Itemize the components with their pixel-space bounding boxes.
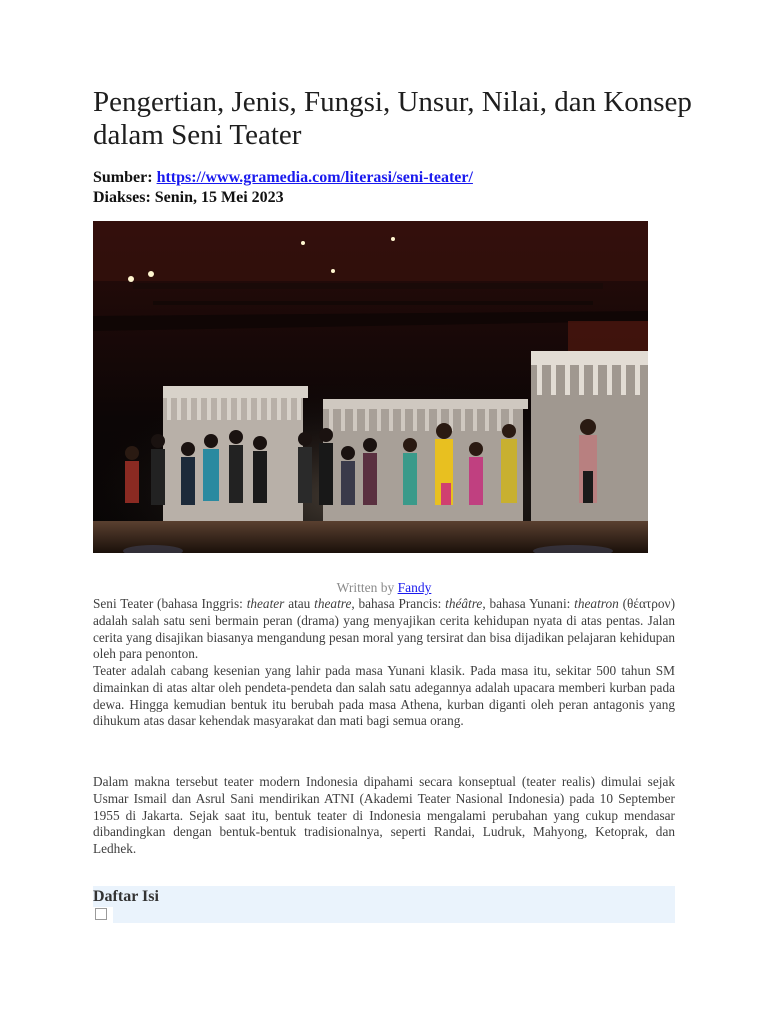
paragraph-intro [93,596,675,663]
italic-term: theatron [574,596,619,611]
italic-term: theatre [314,596,352,611]
paragraph-history: Teater adalah cabang kesenian yang lahir pada masa Yunani klasik. Pada masa itu, sekitar 500 tahun SM dimainkan di atas altar oleh pendeta-pendeta dan salah satu adegannya adalah upacara memberi kurban pada dewa. Hingga kemudian bentuk itu berubah pada masa Athena, kurban diganti oleh peran antagonis yang dihukum atas dasar kehendak masyarakat dan mati bagi semua orang. [93,663,675,729]
toc-title[interactable]: Daftar Isi [93,888,159,905]
text-segment: (θέατρον) adalah salah satu seni bermain peran (drama) yang menyajikan cerita kehidupan nyata di atas pentas. Jalan cerita yang disajikan biasanya mengandung pesan moral yang tersirat dan bisa dijadikan pelajaran kehidupan oleh para penonton. [93,596,675,662]
italic-term: theater [246,596,285,611]
text-segment: Seni Teater (bahasa Inggris: [93,596,243,611]
accessed-date: Senin, 15 Mei 2023 [154,189,284,206]
page-title: Pengertian, Jenis, Fungsi, Unsur, Nilai, dan Konsep dalam Seni Teater [93,86,692,151]
text-segment: , bahasa Yunani: [482,596,571,611]
source-link[interactable]: https://www.gramedia.com/literasi/seni-teater/ [156,169,473,186]
italic-term: théâtre [445,596,483,611]
text-segment: , bahasa Prancis: [351,596,442,611]
author-link[interactable]: Fandy [397,580,432,595]
accessed-label: Diakses: [93,189,151,206]
table-of-contents [93,886,675,923]
checkbox-icon[interactable] [95,908,107,920]
source-label: Sumber: [93,169,153,186]
accessed-line [93,188,693,208]
byline [93,579,675,596]
byline-prefix: Written by [336,580,395,595]
theater-stage-photo [93,221,648,553]
source-line [93,168,693,188]
text-segment: atau [288,596,311,611]
paragraph-modern: Dalam makna tersebut teater modern Indonesia dipahami secara konseptual (teater realis) dimulai sejak Usmar Ismail dan Asrul Sani mendirikan ATNI (Akademi Teater Nasional Indonesia) pada 10 September 1955 di Jakarta. Sejak saat itu, bentuk teater di Indonesia mengalami perubahan yang cukup mendasar dibandingkan dengan bentuk-bentuk tradisionalnya, seperti Randai, Ludruk, Mahyong, Ketoprak, dan Ledhek. [93,774,675,857]
source-meta [93,168,693,208]
